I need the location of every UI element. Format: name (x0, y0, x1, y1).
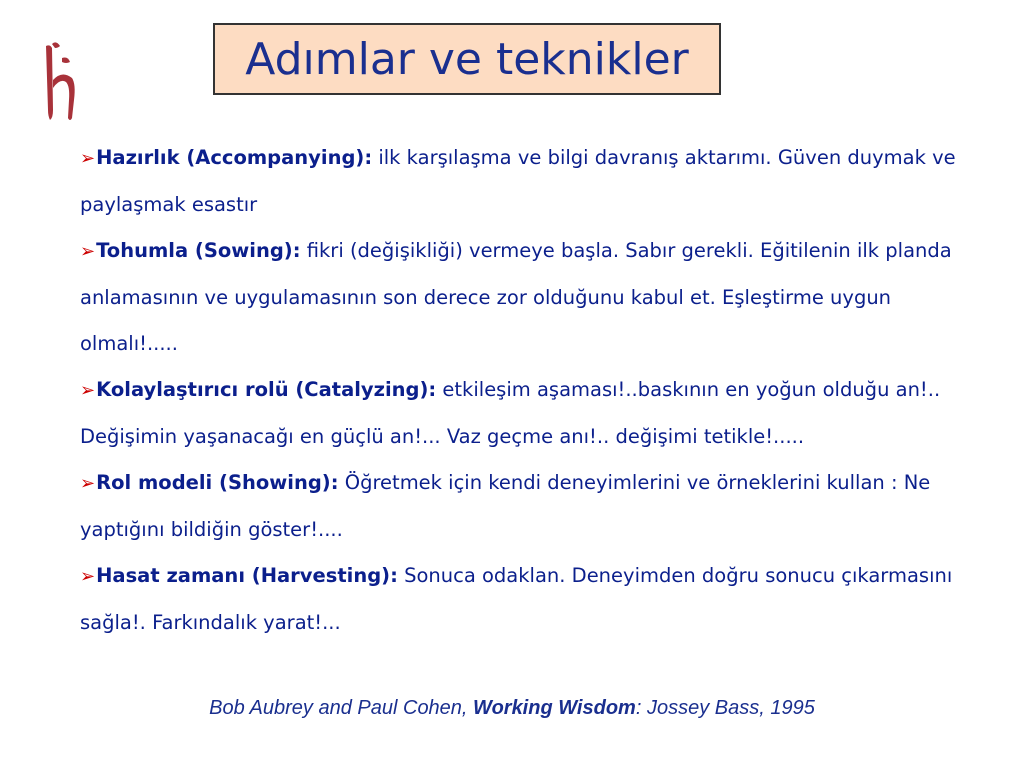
list-item (80, 460, 980, 553)
list-item (80, 553, 980, 646)
citation (0, 697, 1024, 720)
item-text: Sonuca odaklan. Deneyimden doğru sonucu çıkarmasını sağla!. Farkındalık yarat!... (80, 564, 953, 634)
arrow-bullet-icon: ➢ (80, 566, 96, 587)
title-box (213, 23, 721, 95)
logo-icon (36, 40, 84, 124)
item-term: Kolaylaştırıcı rolü (Catalyzing): (96, 378, 437, 401)
citation-publisher: : Jossey Bass, 1995 (635, 697, 815, 719)
item-term: Hasat zamanı (Harvesting): (96, 564, 398, 587)
arrow-bullet-icon: ➢ (80, 241, 96, 262)
arrow-bullet-icon: ➢ (80, 473, 96, 494)
citation-authors: Bob Aubrey and Paul Cohen, (209, 697, 474, 719)
arrow-bullet-icon: ➢ (80, 148, 96, 169)
item-text: etkileşim aşaması!..baskının en yoğun olduğu an!.. Değişimin yaşanacağı en güçlü an!... Vaz geçme anı!.. değişimi tetikle!..... (80, 378, 941, 448)
list-item (80, 228, 980, 367)
item-term: Rol modeli (Showing): (96, 471, 339, 494)
item-text: fikri (değişikliği) vermeye başla. Sabır gerekli. Eğitilenin ilk planda anlamasının ve uygulamasının son derece zor olduğunu kabul et. Eşleştirme uygun olmalı!..... (80, 239, 952, 355)
list-item (80, 367, 980, 460)
item-text: Öğretmek için kendi deneyimlerini ve örneklerini kullan : Ne yaptığını bildiğin göster!.... (80, 471, 931, 541)
list-item (80, 135, 980, 228)
arrow-bullet-icon: ➢ (80, 380, 96, 401)
slide-title: Adımlar ve teknikler (245, 33, 689, 85)
item-text: ilk karşılaşma ve bilgi davranış aktarımı. Güven duymak ve paylaşmak esastır (80, 146, 956, 216)
item-term: Tohumla (Sowing): (96, 239, 301, 262)
item-term: Hazırlık (Accompanying): (96, 146, 373, 169)
bullet-list (80, 135, 980, 646)
citation-book: Working Wisdom (473, 697, 636, 719)
